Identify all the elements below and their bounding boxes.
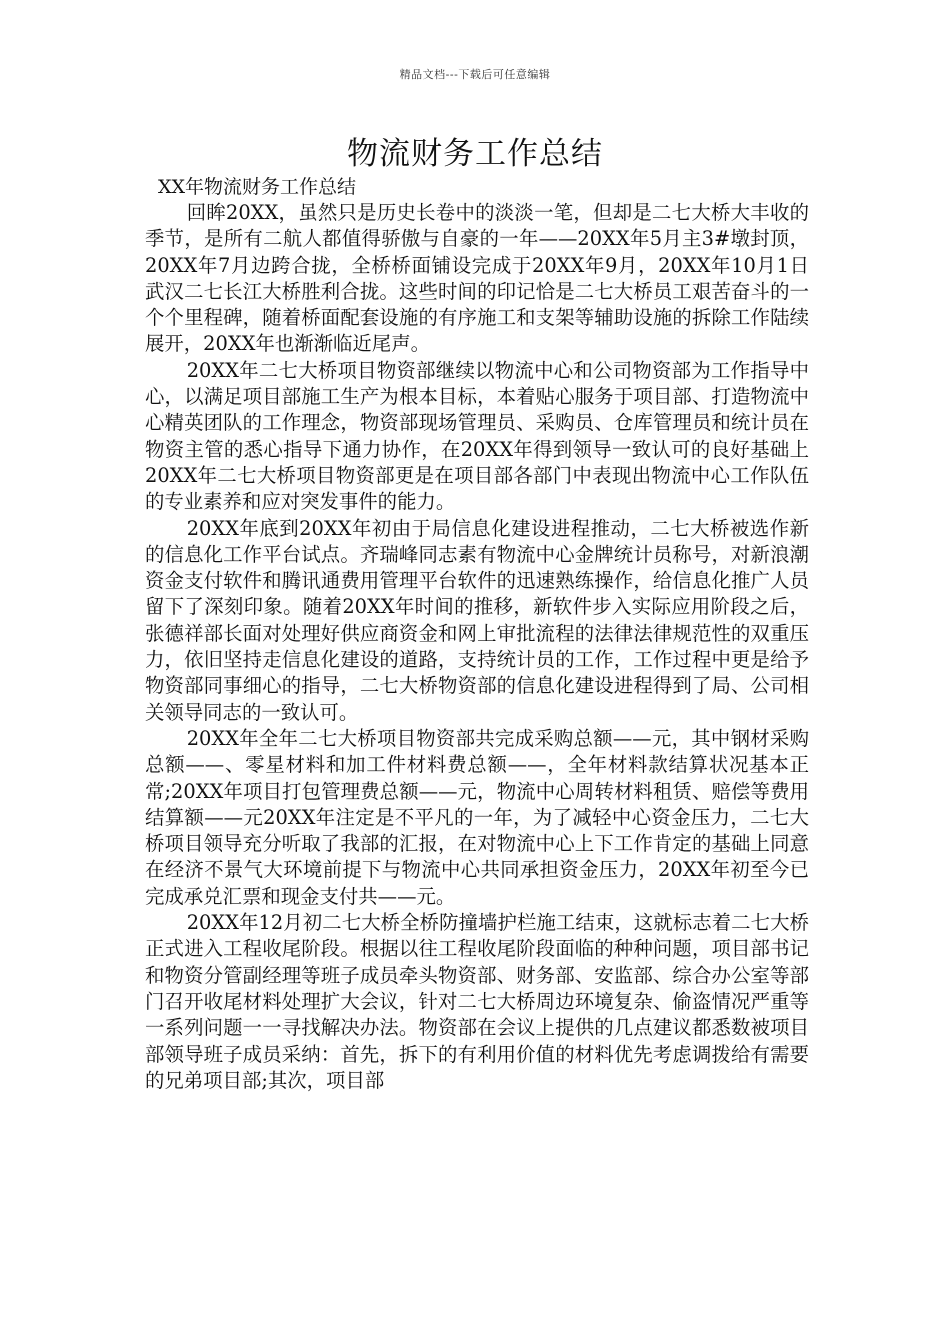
paragraph-3: 20XX年底到20XX年初由于局信息化建设进程推动，二七大桥被选作新的信息化工作平台试点。齐瑞峰同志素有物流中心金牌统计员称号，对新浪潮资金支付软件和腾讯通费用管理平台软件的迅速熟练操作，给信息化推广人员留下了深刻印象。随着20XX年时间的推移，新软件步入实际应用阶段之后，张德祥部长面对处理好供应商资金和网上审批流程的法律法律规范性的双重压力，依旧坚持走信息化建设的道路，支持统计员的工作，工作过程中更是给予物资部同事细心的指导，二七大桥物资部的信息化建设进程得到了局、公司相关领导同志的一致认可。 <box>145 516 809 724</box>
paragraph-5: 20XX年12月初二七大桥全桥防撞墙护栏施工结束，这就标志着二七大桥正式进入工程收尾阶段。根据以往工程收尾阶段面临的种种问题，项目部书记和物资分管副经理等班子成员牵头物资部、财务部、安监部、综合办公室等部门召开收尾材料处理扩大会议，针对二七大桥周边环境复杂、偷盗情况严重等一系列问题一一寻找解决办法。物资部在会议上提供的几点建议都悉数被项目部领导班子成员采纳：首先，拆下的有利用价值的材料优先考虑调拨给有需要的兄弟项目部;其次，项目部 <box>145 911 809 1092</box>
paragraph-4: 20XX年全年二七大桥项目物资部共完成采购总额——元，其中钢材采购总额——、零星材料和加工件材料费总额——，全年材料款结算状况基本正常;20XX年项目打包管理费总额——元，物流中心周转材料租赁、赔偿等费用结算额——元20XX年注定是不平凡的一年，为了减轻中心资金压力，二七大桥项目领导充分听取了我部的汇报，在对物流中心上下工作肯定的基础上同意在经济不景气大环境前提下与物流中心共同承担资金压力，20XX年初至今已完成承兑汇票和现金支付共——元。 <box>145 726 809 908</box>
document-title: 物流财务工作总结 <box>347 136 603 172</box>
document-subtitle: XX年物流财务工作总结 <box>158 176 357 198</box>
paragraph-1: 回眸20XX，虽然只是历史长卷中的淡淡一笔，但却是二七大桥大丰收的季节，是所有二航人都值得骄傲与自豪的一年——20XX年5月主3#墩封顶，20XX年7月边跨合拢，全桥桥面铺设完成于20XX年9月，20XX年10月1日武汉二七长江大桥胜利合拢。这些时间的印记恰是二七大桥员工艰苦奋斗的一个个里程碑，随着桥面配套设施的有序施工和支架等辅助设施的拆除工作陆续展开，20XX年也渐渐临近尾声。 <box>145 201 809 356</box>
header-note: 精品文档---下载后可任意编辑 <box>399 68 551 81</box>
document-body <box>145 200 809 1094</box>
paragraph-2: 20XX年二七大桥项目物资部继续以物流中心和公司物资部为工作指导中心，以满足项目部施工生产为根本目标，本着贴心服务于项目部、打造物流中心精英团队的工作理念，物资部现场管理员、采购员、仓库管理员和统计员在物资主管的悉心指导下通力协作，在20XX年得到领导一致认可的良好基础上20XX年二七大桥项目物资部更是在项目部各部门中表现出物流中心工作队伍的专业素养和应对突发事件的能力。 <box>145 358 809 514</box>
